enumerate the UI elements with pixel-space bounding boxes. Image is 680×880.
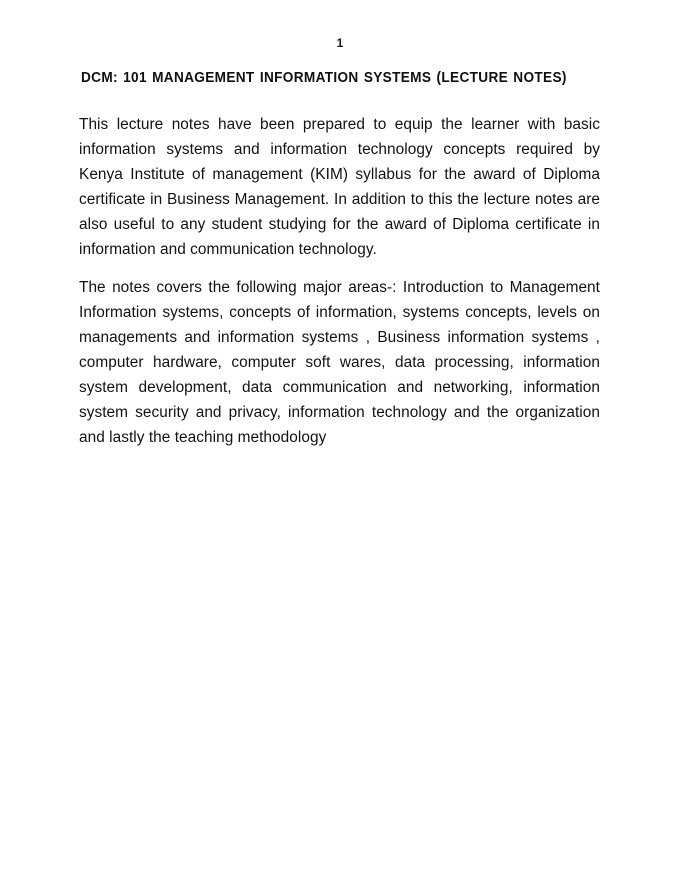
- document-body: [79, 112, 600, 450]
- page-title: DCM: 101 MANAGEMENT INFORMATION SYSTEMS (LECTURE NOTES): [81, 70, 567, 86]
- page-number: 1: [336, 36, 344, 50]
- paragraph-intro: This lecture notes have been prepared to equip the learner with basic information systems and information technology concepts required by Kenya Institute of management (KIM) syllabus for the award of Diploma certificate in Business Management. In addition to this the lecture notes are also useful to any student studying for the award of Diploma certificate in information and communication technology.: [79, 116, 600, 258]
- paragraph-coverage: The notes covers the following major areas-: Introduction to Management Information systems, concepts of information, systems concepts, levels on managements and information systems , Business information systems , computer hardware, computer soft wares, data processing, information system development, data communication and networking, information system security and privacy, information technology and the organization and lastly the teaching methodology: [79, 279, 600, 446]
